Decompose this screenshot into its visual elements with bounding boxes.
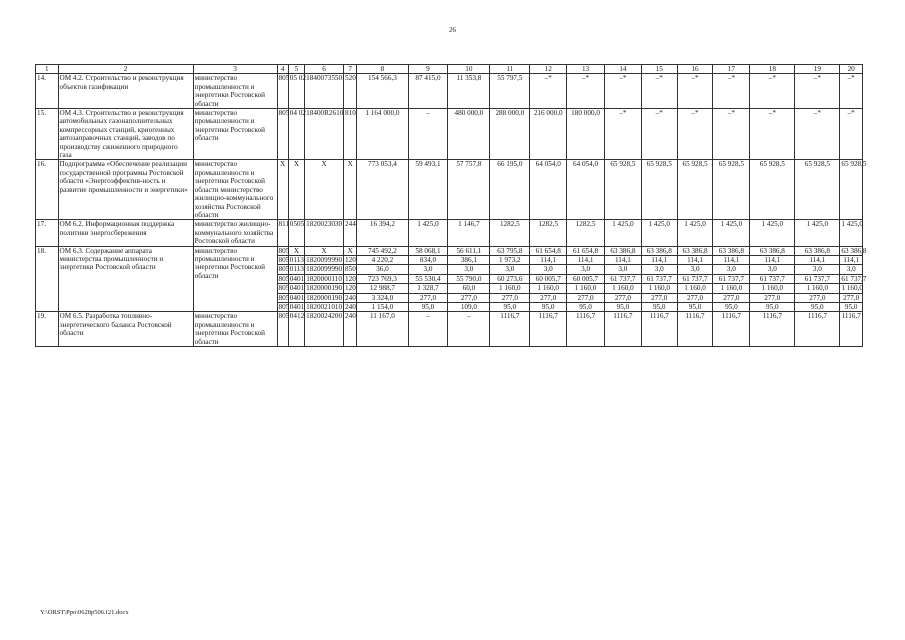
table-cell: 520	[344, 74, 357, 109]
table-cell: 1 154,0	[357, 302, 408, 311]
page-number: 26	[449, 26, 456, 34]
table-cell: 805	[278, 293, 290, 302]
table-cell: 61 737,7	[604, 274, 641, 283]
table-cell: 11 353,8	[448, 74, 490, 109]
table-cell: 61 737,7	[677, 274, 713, 283]
row-organization: министерство промышленности и энергетики Ростовской области	[193, 246, 277, 312]
table-row	[36, 109, 863, 160]
table-cell: 3,0	[795, 265, 840, 274]
row-organization: министерство промышленности и энергетики Ростовской области	[193, 109, 277, 160]
row-number: 14.	[36, 74, 59, 109]
table-cell: 0401	[289, 284, 305, 293]
table-cell: 1116,7	[530, 312, 567, 347]
table-cell: 1 425,0	[677, 220, 713, 246]
table-cell: 1 160,0	[604, 284, 641, 293]
table-cell: 114,1	[641, 255, 677, 264]
table-cell: 60,0	[448, 284, 490, 293]
table-cell: 805	[278, 274, 290, 283]
table-cell: 95,0	[567, 302, 605, 311]
table-cell: 805	[278, 265, 290, 274]
column-number: 15	[641, 65, 677, 74]
table-cell: 1116,7	[795, 312, 840, 347]
table-cell: X	[344, 246, 357, 255]
table-cell: 3,0	[408, 265, 448, 274]
table-cell: 240	[344, 312, 357, 347]
table-cell: 240	[345, 302, 356, 311]
table-cell: 18400R2610	[305, 109, 344, 160]
table-cell: 57 757,8	[448, 160, 490, 220]
table-cell: 0401	[289, 274, 305, 283]
table-cell: 65 928,5	[795, 160, 840, 220]
table-cell: –*	[530, 74, 567, 109]
table-cell: 277,0	[750, 293, 795, 302]
table-cell: 1116,7	[567, 312, 605, 347]
table-cell: –*	[713, 109, 750, 160]
table-cell: 1820099990	[306, 255, 343, 264]
table-cell: 1 425,0	[604, 220, 641, 246]
row-number: 16.	[36, 160, 59, 220]
table-cell: 3,0	[448, 265, 490, 274]
table-cell: –	[448, 312, 490, 347]
table-cell: –*	[567, 74, 605, 109]
column-number: 2	[58, 65, 193, 74]
column-number: 12	[530, 65, 567, 74]
column-number: 9	[408, 65, 448, 74]
table-cell: 1 160,0	[641, 284, 677, 293]
table-cell: 0113	[289, 265, 304, 274]
row-organization: министерство промышленности и энергетики Ростовской области	[193, 74, 277, 109]
column-number: 11	[490, 65, 530, 74]
table-cell: 63 386,8	[841, 246, 867, 255]
table-cell: 745 492,2	[357, 246, 408, 255]
column-number: 4	[277, 65, 288, 74]
table-cell: 805	[277, 312, 288, 347]
column-number: 18	[750, 65, 795, 74]
table-cell: X	[305, 160, 344, 220]
table-cell: 65 928,5	[713, 160, 750, 220]
table-cell: 1116,7	[713, 312, 750, 347]
table-cell: 61 737,7	[795, 274, 840, 283]
table-cell: 59 493,1	[408, 160, 448, 220]
table-cell: 1840073550	[305, 74, 344, 109]
table-cell: 1820021010	[306, 302, 343, 311]
table-cell: 277,0	[641, 293, 677, 302]
table-cell: –*	[795, 109, 840, 160]
table-cell: 3,0	[750, 265, 795, 274]
table-cell: 244	[344, 220, 357, 246]
table-cell: 95,0	[490, 302, 530, 311]
table-cell: –*	[677, 109, 713, 160]
column-number: 6	[305, 65, 344, 74]
table-cell: 65 928,5	[750, 160, 795, 220]
table-cell: 1 146,7	[448, 220, 490, 246]
table-cell: 64 054,0	[530, 160, 567, 220]
table-cell: 95,0	[713, 302, 750, 311]
table-cell: –*	[641, 74, 677, 109]
table-cell: 216 000,0	[530, 109, 567, 160]
table-row	[36, 160, 863, 220]
table-cell: 114,1	[530, 255, 567, 264]
row-organization: министерство промышленности и энергетики Ростовской области	[193, 312, 277, 347]
table-cell: 114,1	[677, 255, 713, 264]
column-number: 14	[604, 65, 641, 74]
table-cell: 95,0	[840, 302, 863, 311]
table-cell: 1 160,0	[841, 284, 863, 293]
table-cell: 55 797,5	[490, 74, 530, 109]
table-cell: 61 737,7	[841, 274, 867, 283]
table-cell: X	[344, 160, 357, 220]
table-cell: 1 164 000,0	[357, 109, 408, 160]
table-cell: X	[288, 160, 304, 220]
row-name: ОМ 6.3. Содержание аппарата министерства промышленности и энергетики Ростовской области	[58, 246, 193, 312]
table-cell: 36,0	[357, 265, 408, 274]
table-cell: 480 000,0	[448, 109, 490, 160]
table-cell: 61 737,7	[641, 274, 677, 283]
table-cell: 63 795,8	[490, 246, 530, 255]
table-cell: 277,0	[490, 293, 530, 302]
table-cell: –*	[750, 109, 795, 160]
table-cell: 3,0	[490, 265, 530, 274]
table-cell: 811	[277, 220, 288, 246]
table-cell: 805	[277, 109, 288, 160]
table-cell: –*	[750, 74, 795, 109]
table-cell: –*	[604, 109, 641, 160]
table-cell: 16 394,2	[357, 220, 408, 246]
table-cell: 95,0	[795, 302, 840, 311]
table-cell: 114,1	[604, 255, 641, 264]
table-cell: 95,0	[750, 302, 795, 311]
table-cell: 723 769,3	[357, 274, 408, 283]
column-number: 10	[448, 65, 490, 74]
table-cell: 277,0	[408, 293, 448, 302]
column-number: 19	[795, 65, 840, 74]
column-number: 5	[288, 65, 304, 74]
table-cell: 63 386,8	[795, 246, 840, 255]
column-number: 3	[193, 65, 277, 74]
table-cell: 1282,5	[490, 220, 530, 246]
table-cell: X	[277, 160, 288, 220]
table-cell: 95,0	[530, 302, 567, 311]
table-cell: 277,0	[713, 293, 750, 302]
table-cell: 1 160,0	[530, 284, 567, 293]
table-cell: 3,0	[713, 265, 750, 274]
table-cell: 3,0	[604, 265, 641, 274]
table-cell: 04 02	[288, 109, 304, 160]
table-cell: 1 425,0	[840, 220, 863, 246]
table-cell: 120	[345, 255, 356, 264]
table-cell: 63 386,8	[641, 246, 677, 255]
table-cell: 1116,7	[840, 312, 863, 347]
row-name: ОМ 4.3. Строительство и реконструкция автомобильных газонаполнительных компрессорных станций, криогенных автозаправочных станций, заводов по производству сжиженного природного газа	[58, 109, 193, 160]
table-cell: 805	[278, 255, 290, 264]
table-cell: –*	[840, 74, 863, 109]
table-cell: 1 425,0	[795, 220, 840, 246]
table-cell: 61 654,8	[567, 246, 605, 255]
table-cell: 805	[278, 302, 290, 311]
table-cell: 1820099990	[306, 265, 343, 274]
table-cell: 95,0	[641, 302, 677, 311]
table-cell: 850	[345, 265, 356, 274]
table-cell: –*	[713, 74, 750, 109]
table-cell: 0401	[289, 293, 305, 302]
table-cell: 277,0	[604, 293, 641, 302]
table-cell: –*	[840, 109, 863, 160]
table-row	[36, 246, 863, 255]
table-cell: 109,0	[448, 302, 490, 311]
table-cell: 3 324,0	[357, 293, 408, 302]
table-cell: 95,0	[677, 302, 713, 311]
table-cell: 277,0	[840, 293, 863, 302]
table-cell: 180 000,0	[567, 109, 605, 160]
table-cell: 1 425,0	[713, 220, 750, 246]
table-cell: 95,0	[408, 302, 448, 311]
table-cell: 0505	[288, 220, 304, 246]
column-number: 1	[36, 65, 59, 74]
row-name: ОМ 6.2. Информационная поддержка политики энергосбережения	[58, 220, 193, 246]
table-row	[36, 220, 863, 246]
table-cell: 277,0	[567, 293, 605, 302]
table-cell: 1820024200	[305, 312, 344, 347]
table-cell: 1 425,0	[408, 220, 448, 246]
table-cell: 120	[345, 284, 356, 293]
table-cell: 1820000110	[306, 274, 342, 283]
table-cell: 114,1	[750, 255, 795, 264]
table-cell: 3,0	[530, 265, 567, 274]
table-cell: 95,0	[604, 302, 641, 311]
table-cell: 277,0	[530, 293, 567, 302]
row-name: Подпрограмма «Обеспечение реализации государственной программы Ростовской области «Энергоэффектив-ность и развитие промышленности и энергетики»	[58, 160, 193, 220]
column-number: 13	[567, 65, 605, 74]
table-cell: 1 973,2	[490, 255, 530, 264]
table-cell: 834,0	[408, 255, 448, 264]
table-cell: 1 160,0	[750, 284, 795, 293]
table-cell: 60 005,7	[567, 274, 605, 283]
table-cell: 11 167,0	[357, 312, 408, 347]
table-cell: 3,0	[677, 265, 713, 274]
table-cell: 61 737,7	[750, 274, 795, 283]
table-cell: 1116,7	[750, 312, 795, 347]
table-cell: –*	[604, 74, 641, 109]
row-organization: министерство промышленности и энергетики Ростовской области министерство жилищно-коммунального хозяйства Ростовской области	[193, 160, 277, 220]
table-cell: 1 160,0	[567, 284, 605, 293]
table-cell: –*	[677, 74, 713, 109]
column-number: 17	[713, 65, 750, 74]
table-cell: 1116,7	[490, 312, 530, 347]
table-cell: 65 928,5	[677, 160, 713, 220]
budget-table	[35, 64, 867, 347]
row-organization: министерство жилищно-коммунального хозяйства Ростовской области	[193, 220, 277, 246]
table-cell: 805	[277, 74, 288, 109]
table-cell: 114,1	[567, 255, 605, 264]
table-cell: –	[408, 109, 448, 160]
table-cell: 64 054,0	[567, 160, 605, 220]
table-cell: 4 220,2	[357, 255, 408, 264]
row-number: 15.	[36, 109, 59, 160]
table-cell: 1 160,0	[713, 284, 750, 293]
table-cell: 154 566,3	[357, 74, 408, 109]
row-number: 17.	[36, 220, 59, 246]
table-cell: 63 386,8	[750, 246, 795, 255]
row-name: ОМ 4.2. Строительство и реконструкция объектов газификации	[58, 74, 193, 109]
row-name: ОМ 6.5. Разработка топливно-энергетического баланса Ростовской области	[58, 312, 193, 347]
table-cell: 1820000190	[306, 284, 343, 293]
table-cell: 1116,7	[677, 312, 713, 347]
table-cell: 56 611,1	[448, 246, 490, 255]
table-cell: 3,0	[641, 265, 677, 274]
table-cell: 63 386,8	[713, 246, 750, 255]
table-cell: 0412	[288, 312, 304, 347]
table-cell: 55 790,0	[448, 274, 490, 283]
row-number: 19.	[36, 312, 59, 347]
table-cell: 0113	[289, 255, 304, 264]
table-cell: 773 053,4	[357, 160, 408, 220]
table-cell: 60 005,7	[530, 274, 567, 283]
table-cell: 277,0	[795, 293, 840, 302]
column-number-row	[36, 65, 863, 74]
table-cell: 805	[278, 284, 290, 293]
table-cell: 66 195,0	[490, 160, 530, 220]
table-cell: X	[288, 246, 304, 255]
table-cell: 277,0	[448, 293, 490, 302]
table-cell: 63 386,8	[677, 246, 713, 255]
column-number: 20	[840, 65, 863, 74]
table-cell: 810	[344, 109, 357, 160]
table-cell: 05 02	[288, 74, 304, 109]
table-cell: 12 988,7	[357, 284, 408, 293]
table-cell: 63 386,8	[604, 246, 641, 255]
table-cell: 386,1	[448, 255, 490, 264]
table-cell: 65 928,5	[840, 160, 863, 220]
table-cell: 1 160,0	[677, 284, 713, 293]
table-cell: 114,1	[713, 255, 750, 264]
table-row	[36, 312, 863, 347]
table-cell: 288 000,0	[490, 109, 530, 160]
table-cell: 1116,7	[641, 312, 677, 347]
table-cell: 1 425,0	[641, 220, 677, 246]
column-number: 8	[357, 65, 408, 74]
table-cell: 58 068,1	[408, 246, 448, 255]
row-number: 18.	[36, 246, 59, 312]
table-cell: X	[305, 246, 344, 255]
table-cell: 114,1	[795, 255, 840, 264]
file-path-footer: Y:\ORST\Ppo\0628p506.f21.docx	[40, 609, 129, 616]
table-cell: 65 928,5	[604, 160, 641, 220]
table-cell: 120	[345, 274, 356, 283]
table-cell: 114,1	[840, 255, 863, 264]
table-cell: –*	[641, 109, 677, 160]
table-cell: 61 737,7	[713, 274, 750, 283]
table-cell: 240	[345, 293, 356, 302]
table-cell: 1 160,0	[795, 284, 840, 293]
table-cell: 1282,5	[567, 220, 605, 246]
column-number: 7	[344, 65, 357, 74]
table-cell: 1282,5	[530, 220, 567, 246]
table-cell: –*	[795, 74, 840, 109]
table-cell: 1 160,0	[490, 284, 530, 293]
table-cell: 55 530,4	[408, 274, 448, 283]
table-cell: 1820000190	[306, 293, 343, 302]
table-cell: 1820023030	[305, 220, 344, 246]
table-row	[36, 74, 863, 109]
table-cell: 1 425,0	[750, 220, 795, 246]
table-cell: 65 928,5	[641, 160, 677, 220]
table-cell: 805	[278, 246, 290, 255]
table-cell: 60 273,6	[490, 274, 530, 283]
table-cell: 1116,7	[604, 312, 641, 347]
table-cell: 61 654,8	[530, 246, 567, 255]
table-cell: –	[408, 312, 448, 347]
column-number: 16	[677, 65, 713, 74]
table-cell: 3,0	[567, 265, 605, 274]
table-cell: 87 415,0	[408, 74, 448, 109]
table-cell: 277,0	[677, 293, 713, 302]
table-cell: 0401	[289, 302, 305, 311]
table-cell: 3,0	[840, 265, 863, 274]
table-cell: 1 328,7	[408, 284, 448, 293]
